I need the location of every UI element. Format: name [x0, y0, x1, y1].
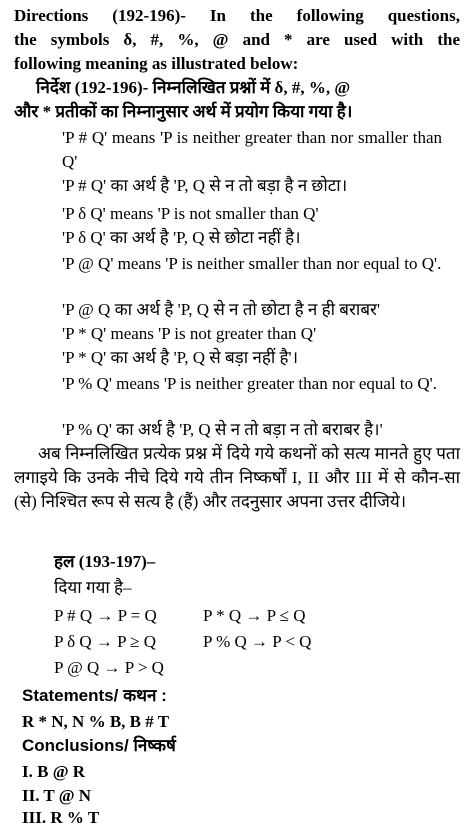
solution-heading: हल (193-197)–: [54, 552, 156, 571]
definition-at-hindi: 'P @ Q का अर्थ है 'P, Q से न तो छोटा है न ही बराबर': [62, 300, 381, 319]
definition-delta-hindi: 'P δ Q' का अर्थ है 'P, Q से छोटा नहीं है।: [62, 228, 301, 247]
statements-label: Statements/ कथन :: [22, 686, 167, 705]
definition-hash-hindi: 'P # Q' का अर्थ है 'P, Q से न तो बड़ा है न छोटा।: [62, 176, 348, 195]
definition-at-english: 'P @ Q' means 'P is neither smaller than nor equal to Q'.: [62, 254, 442, 273]
definition-hash-english: 'P # Q' means 'P is neither greater than nor smaller than Q': [62, 128, 442, 171]
conclusion-3: III. R % T: [22, 808, 100, 827]
relation-percent: P % Q → P < Q: [203, 632, 312, 651]
definition-percent-hindi: 'P % Q' का अर्थ है 'P, Q से न तो बड़ा न तो बराबर है।': [62, 420, 383, 439]
statements-text: R * N, N % B, B # T: [22, 712, 170, 731]
definition-star-hindi: 'P * Q' का अर्थ है 'P, Q से बड़ा नहीं है'।: [62, 348, 299, 367]
directions-english-line-1: Directions (192-196)- In the following questions,: [14, 6, 460, 25]
relation-star: P * Q → P ≤ Q: [203, 606, 306, 625]
relation-delta: P δ Q → P ≥ Q: [54, 632, 157, 651]
definition-percent-english: 'P % Q' means 'P is neither greater than nor equal to Q'.: [62, 374, 437, 393]
directions-hindi-line-2: और * प्रतीकों का निम्नानुसार अर्थ में प्रयोग किया गया है।: [14, 102, 353, 121]
conclusion-1: I. B @ R: [22, 762, 86, 781]
definition-delta-english: 'P δ Q' means 'P is not smaller than Q': [62, 204, 319, 223]
conclusion-2: II. T @ N: [22, 786, 92, 805]
instruction-hindi: अब निम्नलिखित प्रत्येक प्रश्न में दिये गये कथनों को सत्य मानते हुए पता लगाइये कि उनके नीचे दिये गये तीन निष्कर्षों I, II और III में से कौन-सा (से) निश्चित रूप से सत्य है (हैं) और तदनुसार अपना उत्तर दीजिये।: [14, 444, 460, 511]
directions-english-line-2: the symbols δ, #, %, @ and * are used with the: [14, 30, 460, 49]
directions-hindi-line-1: निर्देश (192-196)- निम्नलिखित प्रश्नों में δ, #, %, @: [36, 78, 351, 97]
relation-hash: P # Q → P = Q: [54, 606, 157, 625]
relation-at: P @ Q → P > Q: [54, 658, 164, 677]
solution-given: दिया गया है–: [54, 578, 132, 597]
definition-star-english: 'P * Q' means 'P is not greater than Q': [62, 324, 317, 343]
directions-english-line-3: following meaning as illustrated below:: [14, 54, 299, 73]
conclusions-label: Conclusions/ निष्कर्ष: [22, 736, 176, 755]
